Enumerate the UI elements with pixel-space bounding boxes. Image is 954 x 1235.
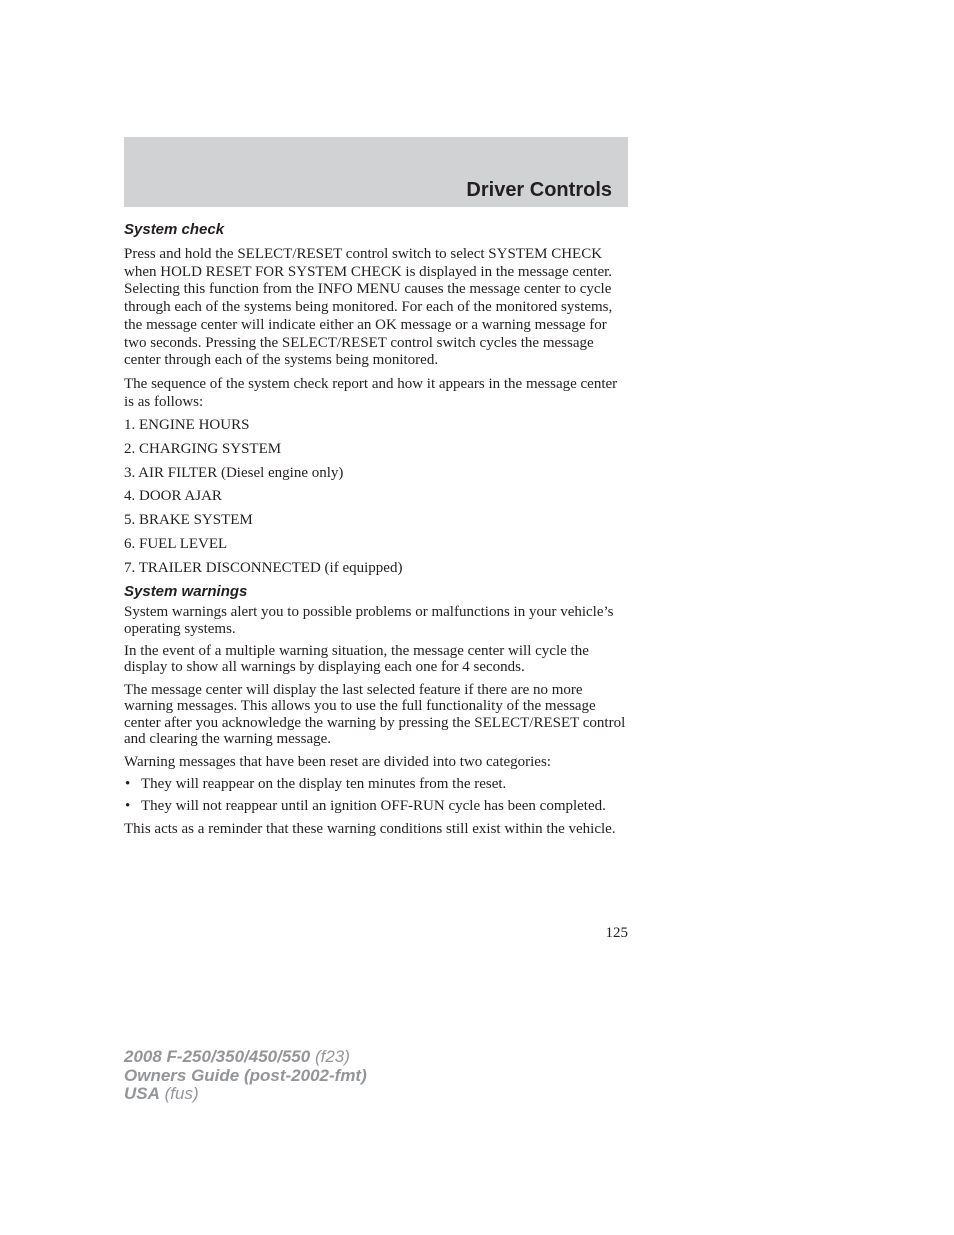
list-item: 6. FUEL LEVEL bbox=[124, 535, 228, 552]
system-warnings-heading: System warnings bbox=[124, 583, 248, 601]
list-item: 3. AIR FILTER (Diesel engine only) bbox=[124, 464, 344, 481]
bullet-icon: • bbox=[125, 775, 131, 792]
system-warnings-paragraph: The message center will display the last selected feature if there are no more warning messages. This allows you to use the full functionality of the message center after you acknowledge the warning by pressing the SELECT/RESET control and clearing the warning message. bbox=[124, 681, 626, 748]
list-item: 1. ENGINE HOURS bbox=[124, 417, 250, 434]
bullet-text: They will reappear on the display ten minutes from the reset. bbox=[141, 775, 507, 792]
bullet-icon: • bbox=[125, 798, 131, 815]
bullet-text: They will not reappear until an ignition OFF-RUN cycle has been completed. bbox=[141, 798, 606, 815]
system-check-sequence-list bbox=[124, 417, 628, 577]
system-warnings-paragraph: Warning messages that have been reset are divided into two categories: bbox=[124, 753, 551, 770]
list-item: 2. CHARGING SYSTEM bbox=[124, 441, 282, 458]
system-warnings-paragraph: In the event of a multiple warning situation, the message center will cycle the display to show all warnings by displaying each one for 4 seconds. bbox=[124, 643, 589, 676]
footer-market: USA bbox=[124, 1084, 160, 1103]
system-check-sequence-intro: The sequence of the system check report and how it appears in the message center is as follows: bbox=[124, 375, 618, 410]
footer-market-code: (fus) bbox=[164, 1084, 199, 1103]
system-check-heading: System check bbox=[124, 221, 225, 238]
list-item bbox=[124, 798, 628, 814]
system-check-paragraph: Press and hold the SELECT/RESET control switch to select SYSTEM CHECK when HOLD RESET FOR SYSTEM CHECK is displayed in the message center. Selecting this function from the INFO MENU causes the message center to cycle through each of the systems being monitored. For each of the monitored systems, the message center will indicate either an OK message or a warning message for two seconds. Pressing the SELECT/RESET control switch cycles the message center through each of the systems being monitored. bbox=[124, 246, 613, 369]
footer-model-code: (f23) bbox=[314, 1047, 350, 1066]
list-item: 5. BRAKE SYSTEM bbox=[124, 512, 253, 529]
footer-guide: Owners Guide (post-2002-fmt) bbox=[124, 1065, 367, 1085]
system-warnings-paragraph: System warnings alert you to possible problems or malfunctions in your vehicle’s operating systems. bbox=[124, 604, 614, 637]
footer-guide-line bbox=[124, 1067, 367, 1086]
document-footer bbox=[124, 1048, 367, 1104]
footer-market-line bbox=[124, 1085, 367, 1104]
list-item bbox=[124, 776, 628, 792]
footer-model-line bbox=[124, 1048, 367, 1067]
section-title: Driver Controls bbox=[466, 179, 612, 201]
footer-model: 2008 F-250/350/450/550 bbox=[124, 1047, 311, 1066]
page-number: 125 bbox=[605, 925, 628, 941]
list-item: 4. DOOR AJAR bbox=[124, 488, 222, 505]
section-header-band bbox=[124, 137, 628, 207]
list-item: 7. TRAILER DISCONNECTED (if equipped) bbox=[124, 559, 403, 576]
warning-categories-list bbox=[124, 776, 628, 815]
page-content bbox=[124, 220, 628, 843]
system-warnings-closing: This acts as a reminder that these warning conditions still exist within the vehicle. bbox=[124, 820, 616, 837]
